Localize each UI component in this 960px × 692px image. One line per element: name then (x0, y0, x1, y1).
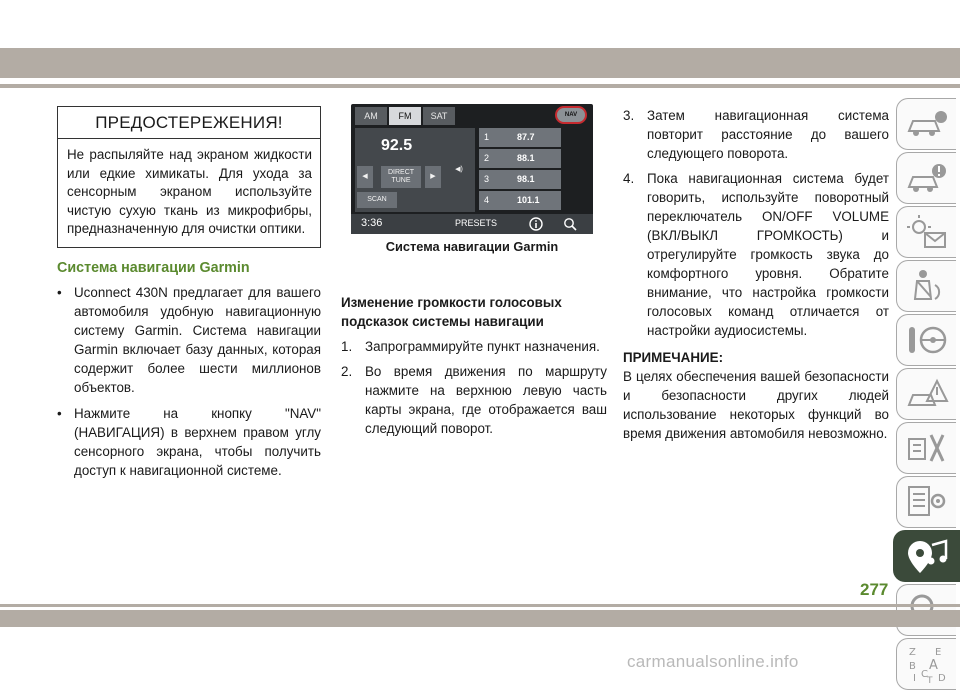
index-letter: Z (909, 647, 916, 658)
figure-caption: Система навигации Garmin (385, 239, 559, 254)
scan-button: SCAN (357, 192, 397, 208)
chapter-tab-strip (893, 98, 960, 692)
tab-sat: SAT (423, 107, 455, 125)
chapter-tab-seatbelt-safety[interactable] (896, 260, 956, 312)
index-letter: T (927, 676, 933, 686)
bullet-dot: • (57, 405, 62, 421)
step-item (623, 106, 889, 163)
step-number: 1. (341, 339, 353, 354)
preset-4 (479, 191, 561, 210)
chapter-tab-car-info[interactable] (896, 98, 956, 150)
preset-1 (479, 128, 561, 147)
index-letter: D (938, 673, 946, 684)
watermark: carmanualsonline.info (627, 652, 799, 671)
index-letter: C (921, 669, 928, 680)
column-middle (341, 293, 607, 438)
nav-button: NAV (555, 106, 587, 124)
info-icon (529, 217, 543, 231)
index-letter: A (929, 658, 938, 673)
warning-title: ПРЕДОСТЕРЕЖЕНИЯ! (58, 107, 320, 139)
step-text: Запрограммируйте пункт назначения. (365, 339, 600, 354)
preset-3 (479, 170, 561, 189)
tab-fm: FM (389, 107, 421, 125)
warning-box (57, 106, 321, 248)
warning-text: Не распыляйте над экраном жидкости или едкие химикаты. Для ухода за сенсорным экраном используйте чистую сухую ткань из микрофибры, предназначенную для очистки оптики. (67, 147, 312, 236)
note-title: ПРИМЕЧАНИЕ: (623, 350, 724, 365)
footer-band-line (0, 604, 960, 607)
note-text: В целях обеспечения вашей безопасности и безопасности других людей использование некоторых функций во время движения автомобиля невозможно. (623, 369, 889, 441)
roadside-warning-icon (905, 375, 949, 413)
radio-screen-figure (351, 104, 593, 234)
step-text: Затем навигационная система повторит расстояние до вашего следующего поворота. (647, 108, 889, 161)
chapter-tab-dashboard-lights[interactable] (896, 206, 956, 258)
chapter-tab-specifications[interactable] (896, 476, 956, 528)
step-text: Во время движения по маршруту нажмите на верхнюю левую часть карты экрана, где отображается ваш следующий поворот. (365, 364, 607, 436)
steering-wheel-icon (905, 321, 949, 359)
seek-forward-button: ▶ (425, 166, 441, 188)
bullet-text: Нажмите на кнопку "NAV" (НАВИГАЦИЯ) в верхнем правом углу сенсорного экрана, чтобы получить доступ к навигационной системе. (74, 405, 321, 478)
step-number: 4. (623, 171, 635, 186)
index-letter: I (913, 673, 916, 684)
step-item (341, 362, 607, 438)
chapter-tab-service-tools[interactable] (896, 422, 956, 474)
bullet-text: Uconnect 430N предлагает для вашего автомобиля удобную навигационную систему Garmin. Система навигации Garmin включает базу данных, которая содержит более шести миллионов объектов. (74, 284, 321, 395)
column-left (57, 106, 321, 480)
bullet-item (57, 404, 321, 480)
preset-frequency: 88.1 (517, 153, 535, 163)
clock-time: 3:36 (361, 217, 383, 229)
header-band (0, 48, 960, 78)
step-text: Пока навигационная система будет говорить, используйте поворотный переключатель ON/OFF VOLUME (ВКЛ/ВЫКЛ ГРОМКОСТЬ) и отрегулируйте громкость звука до комфортного уровня. Обратите внимание, что настройка громкости голосовых команд отличается от настройки аудиосистемы. (647, 171, 889, 338)
index-letters-icon (905, 645, 949, 685)
specifications-icon (905, 483, 949, 521)
index-letter: E (935, 647, 942, 658)
chapter-tab-steering[interactable] (896, 314, 956, 366)
step-number: 2. (341, 364, 353, 379)
preset-2 (479, 149, 561, 168)
step-item (341, 337, 607, 356)
preset-frequency: 98.1 (517, 174, 535, 184)
chapter-tab-index[interactable] (896, 638, 956, 690)
tab-am: AM (355, 107, 387, 125)
header-band-line (0, 84, 960, 88)
service-tools-icon (905, 429, 949, 467)
chapter-tab-multimedia[interactable] (893, 530, 960, 582)
section-heading: Система навигации Garmin (57, 259, 250, 276)
bullet-dot: • (57, 284, 62, 300)
speaker-icon: ◀) (449, 160, 469, 180)
bullet-item (57, 283, 321, 397)
seatbelt-safety-icon (905, 267, 949, 305)
chapter-tab-roadside-warning[interactable] (896, 368, 956, 420)
presets-button: PRESETS (455, 218, 498, 228)
footer-band (0, 610, 960, 627)
radio-bottom-bar (351, 214, 593, 234)
preset-frequency: 101.1 (517, 195, 540, 205)
preset-frequency: 87.7 (517, 132, 535, 142)
multimedia-icon (902, 537, 952, 577)
preset-number: 1 (484, 132, 490, 142)
volume-heading: Изменение громкости голосовых подсказок системы навигации (341, 295, 562, 329)
direct-tune-button: DIRECT TUNE (381, 166, 421, 188)
search-icon (563, 217, 577, 231)
preset-number: 3 (484, 174, 490, 184)
car-warning-icon (905, 159, 949, 197)
column-right (623, 106, 889, 443)
step-item (623, 169, 889, 340)
step-number: 3. (623, 108, 635, 123)
chapter-tab-car-warning[interactable] (896, 152, 956, 204)
preset-number: 2 (484, 153, 490, 163)
car-info-icon (905, 105, 949, 143)
preset-number: 4 (484, 195, 490, 205)
page-number: 277 (860, 580, 889, 599)
index-letter: B (909, 661, 916, 672)
seek-back-button: ◀ (357, 166, 373, 188)
dashboard-lights-icon (905, 213, 949, 251)
current-frequency: 92.5 (381, 137, 413, 154)
